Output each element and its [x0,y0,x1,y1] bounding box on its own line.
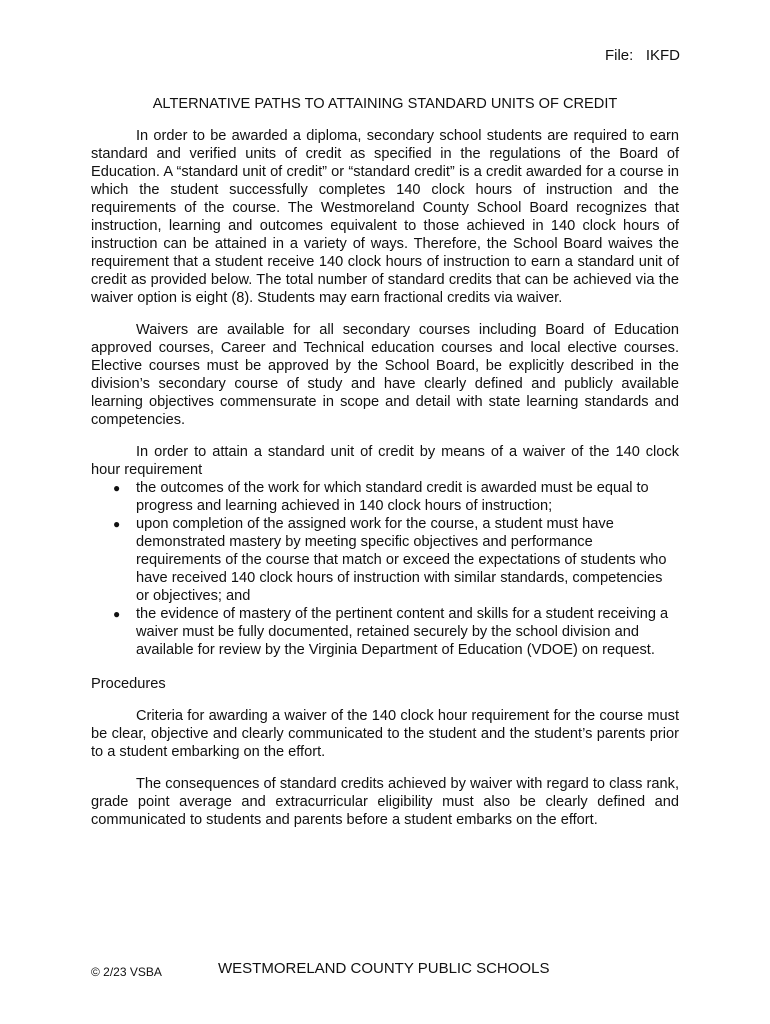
waiver-requirements-intro: In order to attain a standard unit of credit by means of a waiver of the 140 clock hour requirement [91,444,679,478]
bullet-icon: ● [113,607,121,621]
bullet-icon: ● [113,517,121,531]
procedures-consequences-paragraph: The consequences of standard credits achieved by waiver with regard to class rank, grade point average and extracurricular eligibility must also be clearly defined and communicated to students and parents before a student embarks on the effort. [91,776,679,828]
copyright-footer: © 2/23 VSBA [91,965,162,979]
procedures-heading: Procedures [91,676,166,692]
document-body [91,127,679,843]
document-title: ALTERNATIVE PATHS TO ATTAINING STANDARD UNITS OF CREDIT [152,96,618,112]
intro-paragraph: In order to be awarded a diploma, secondary school students are required to earn standard and verified units of credit as specified in the regulations of the Board of Education. A “standard unit of credit” or “standard credit” is a credit awarded for a course in which the student successfully completes 140 clock hours of instruction and the requirements of the course. The Westmoreland County School Board recognizes that instruction, learning and outcomes equivalent to those achieved in 140 clock hours of instruction can be attained in a variety of ways. Therefore, the School Board waives the requirement that a student receive 140 clock hours of instruction to earn a standard unit of credit as provided below. The total number of standard credits that can be achieved via the waiver option is eight (8). Students may earn fractional credits via waiver. [91,128,679,306]
list-item-text: the outcomes of the work for which standard credit is awarded must be equal to progress and learning achieved in 140 clock hours of instruction; [136,480,649,514]
list-item [91,479,679,515]
list-item-text: upon completion of the assigned work for the course, a student must have demonstrated mastery by meeting specific objectives and performance requirements of the course that match or exceed the expectations of students who have received 140 clock hours of instruction with similar standards, competencies or objectives; and [136,516,667,604]
list-item-text: the evidence of mastery of the pertinent content and skills for a student receiving a waiver must be fully documented, retained securely by the school division and available for review by the Virginia Department of Education (VDOE) on request. [136,606,669,658]
organization-footer: WESTMORELAND COUNTY PUBLIC SCHOOLS [218,960,550,977]
list-item [91,515,679,605]
requirements-list [91,479,679,659]
bullet-icon: ● [113,481,121,495]
procedures-criteria-paragraph: Criteria for awarding a waiver of the 140 clock hour requirement for the course must be clear, objective and clearly communicated to the student and the student’s parents prior to a student embarking on the effort. [91,708,679,760]
file-code-label: File: IKFD [604,47,680,64]
waiver-availability-paragraph: Waivers are available for all secondary courses including Board of Education approved courses, Career and Technical education courses and local elective courses. Elective courses must be approved by the School Board, be explicitly described in the division’s secondary course of study and have clearly defined and publicly available learning objectives commensurate in scope and detail with state learning standards and competencies. [91,322,679,428]
list-item [91,605,679,659]
